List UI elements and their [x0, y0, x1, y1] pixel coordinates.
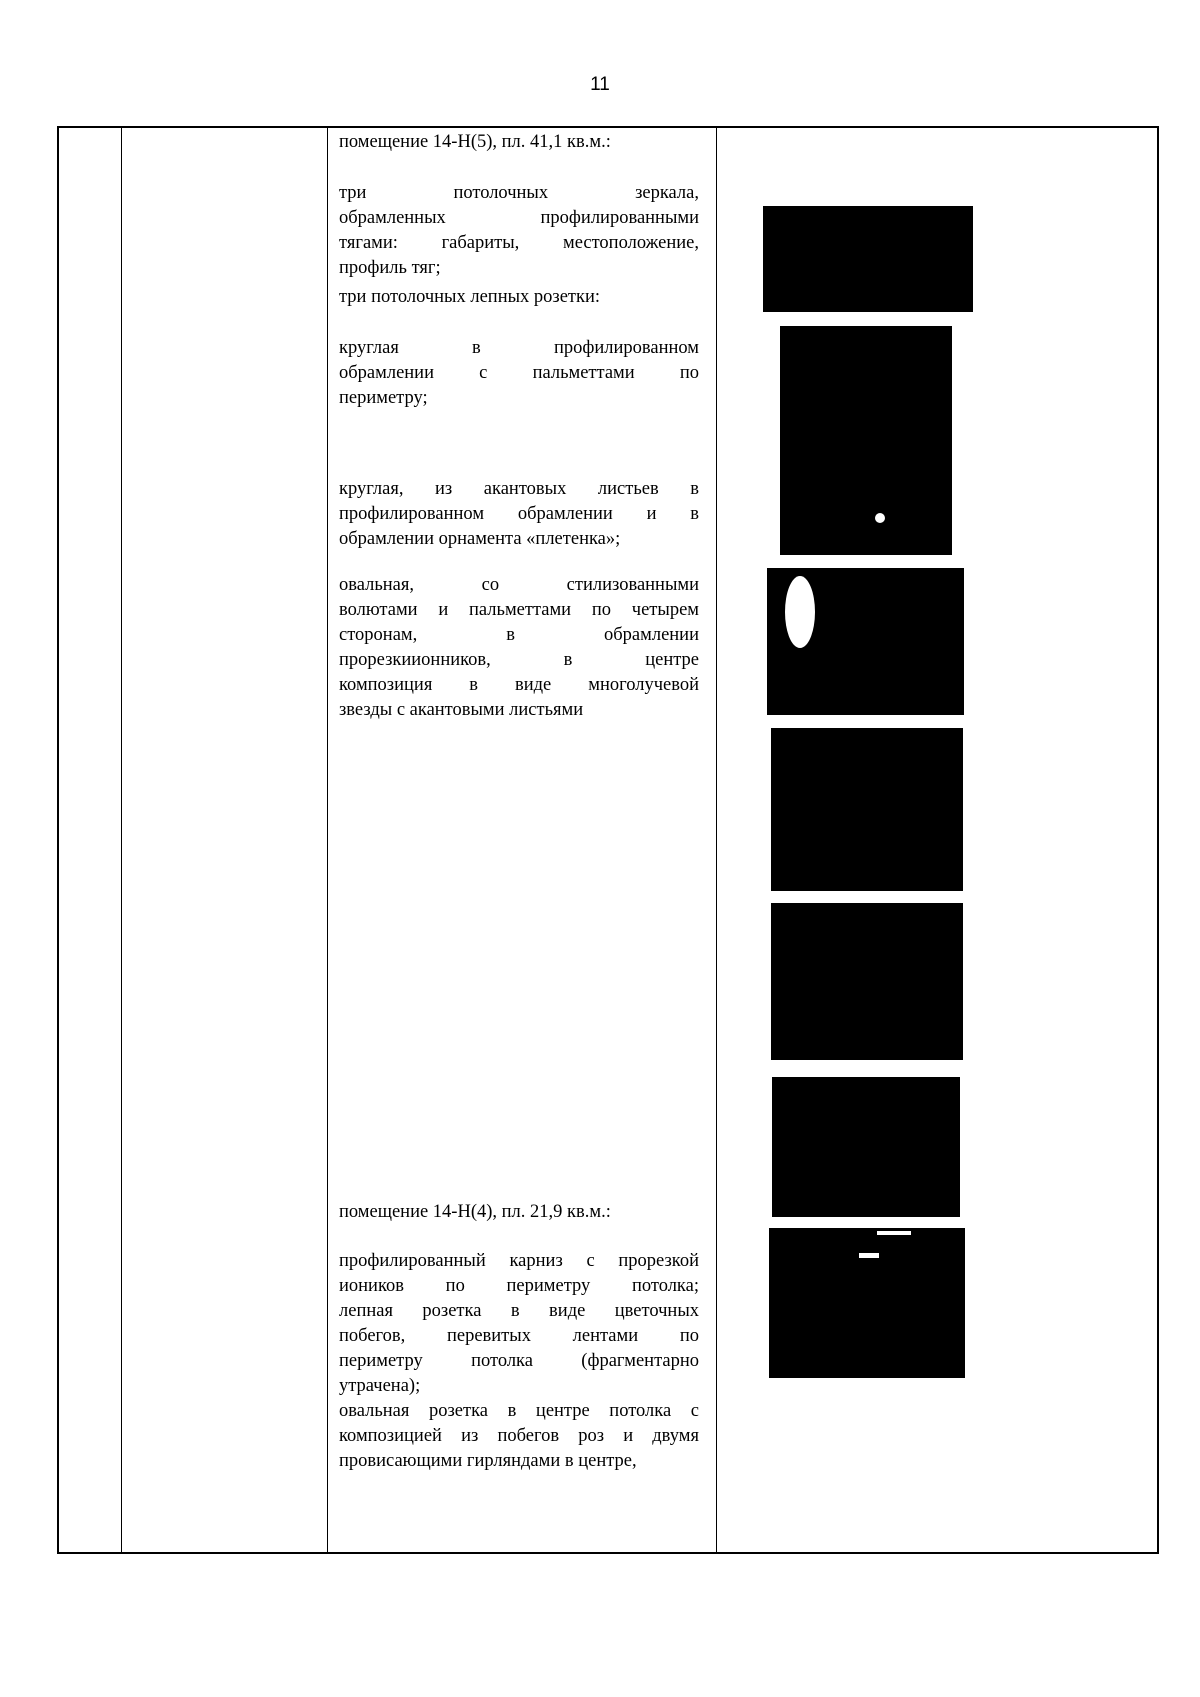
text-line: прорезкиионников, в центре — [339, 650, 699, 670]
text-line: волютами и пальметтами по четырем — [339, 600, 699, 620]
text-line: помещение 14-Н(5), пл. 41,1 кв.м.: — [339, 132, 611, 152]
description-column — [339, 128, 699, 1552]
text-line: периметру; — [339, 388, 428, 408]
text-line: профилированный карниз с прорезкой — [339, 1251, 699, 1271]
photo-room-14n4-cornice — [769, 1228, 965, 1378]
photo-rosette-acanthus — [767, 568, 964, 715]
photo-room-14n4-rosette — [771, 1390, 963, 1391]
text-line: тягами: габариты, местоположение, — [339, 233, 699, 253]
text-line: обрамленных профилированными — [339, 208, 699, 228]
room-heading-14n4 — [339, 1200, 699, 1225]
text-line: круглая в профилированном — [339, 338, 699, 358]
text-line: круглая, из акантовых листьев в — [339, 479, 699, 499]
column-divider-1 — [121, 128, 122, 1552]
text-line: лепная розетка в виде цветочных — [339, 1301, 699, 1321]
paragraph-rosettes-intro — [339, 285, 699, 310]
text-line: провисающими гирляндами в центре, — [339, 1451, 637, 1471]
text-line: обрамлении орнамента «плетенка»; — [339, 529, 621, 549]
document-table — [57, 126, 1159, 1554]
text-line: профиль тяг; — [339, 258, 441, 278]
highlight-spot — [785, 576, 815, 648]
column-divider-2 — [327, 128, 328, 1552]
text-line: периметру потолка (фрагментарно — [339, 1351, 699, 1371]
photo-rosette-oval — [771, 728, 963, 891]
scan-mark — [716, 950, 717, 1070]
text-line: композиция в виде многолучевой — [339, 675, 699, 695]
text-line: сторонам, в обрамлении — [339, 625, 699, 645]
photo-rosette-oval-detail — [771, 903, 963, 1060]
text-line: композицией из побегов роз и двумя — [339, 1426, 699, 1446]
photo-ceiling-mirrors — [763, 206, 973, 312]
text-line: три потолочных лепных розетки: — [339, 287, 601, 307]
text-line: звезды с акантовыми листьями — [339, 700, 584, 720]
highlight-spot — [875, 513, 885, 523]
paragraph-ceiling-mirrors — [339, 181, 699, 281]
paragraph-rosette-oval — [339, 573, 699, 723]
scan-mark — [716, 796, 717, 831]
text-line: три потолочных зеркала, — [339, 183, 699, 203]
paragraph-rosette-round — [339, 336, 699, 411]
highlight-spot — [877, 1231, 911, 1235]
photo-rosette-round-palmettes — [780, 326, 952, 555]
column-divider-3 — [716, 128, 717, 1552]
text-line: овальная розетка в центре потолка с — [339, 1401, 699, 1421]
room-heading-14n5 — [339, 130, 699, 155]
text-line: помещение 14-Н(4), пл. 21,9 кв.м.: — [339, 1202, 611, 1222]
text-line: овальная, со стилизованными — [339, 575, 699, 595]
text-line: иоников по периметру потолка; — [339, 1276, 699, 1296]
highlight-spot — [859, 1253, 879, 1258]
page-number: 11 — [590, 74, 610, 95]
text-line: обрамлении с пальметтами по — [339, 363, 699, 383]
paragraph-room-14n4-details — [339, 1249, 699, 1474]
paragraph-rosette-acanthus — [339, 477, 699, 552]
text-line: профилированном обрамлении и в — [339, 504, 699, 524]
photo-room-14n4-ceiling — [772, 1077, 960, 1217]
text-line: утрачена); — [339, 1376, 421, 1396]
text-line: побегов, перевитых лентами по — [339, 1326, 699, 1346]
